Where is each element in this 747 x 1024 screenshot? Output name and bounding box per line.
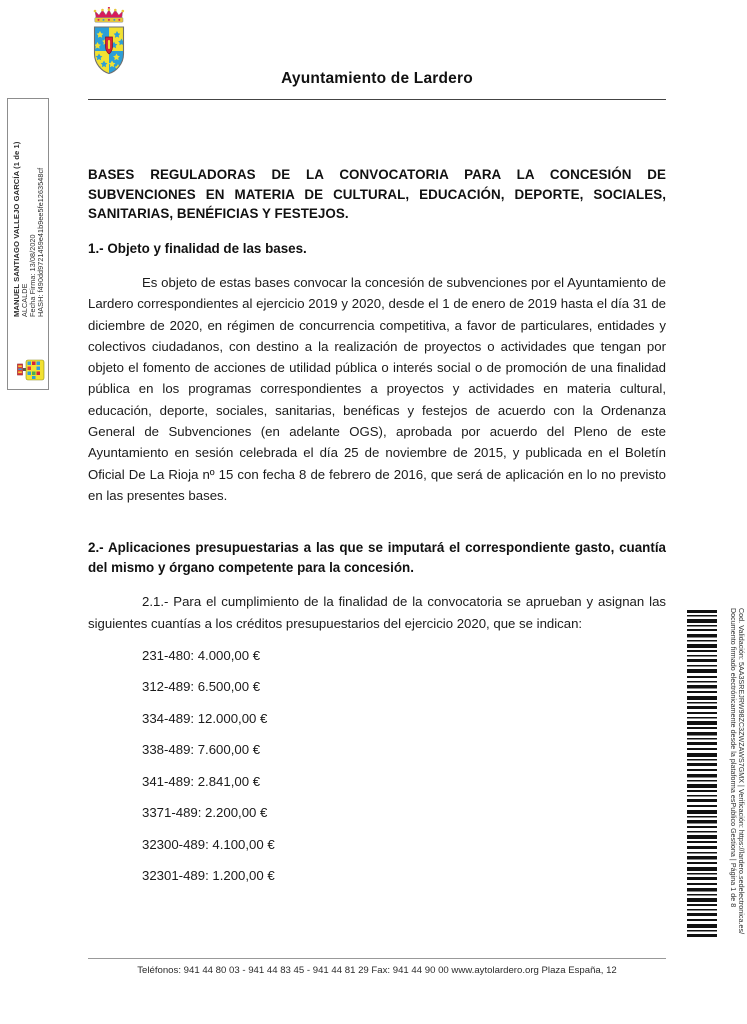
budget-line-item: 231-480: 4.000,00 € [142, 647, 261, 663]
budget-line-item: 32301-489: 1.200,00 € [142, 868, 275, 884]
page-title: Ayuntamiento de Lardero [281, 70, 473, 87]
header-divider [88, 99, 666, 100]
document-main-title: BASES REGULADORAS DE LA CONVOCATORIA PARA LA CONCESIÓN DE SUBVENCIONES EN MATERIA DE CULTURAL, EDUCACIÓN, DEPORTE, SOCIALES, SANITARIAS, BENÉFICIAS Y FESTEJOS. [88, 167, 666, 221]
document-body [88, 165, 666, 900]
signature-signer-role: ALCALDE [19, 283, 29, 317]
verification-platform-line: Documento firmado electrónicamente desde la plataforma esPublico Gestiona | Página 1 de 8 [728, 608, 737, 908]
signature-date: Fecha Firma: 13/08/2020 [28, 234, 37, 317]
budget-line-item: 341-489: 2.841,00 € [142, 773, 261, 789]
section-1-paragraph: Es objeto de estas bases convocar la concesión de subvenciones por el Ayuntamiento de Lardero correspondientes al ejercicio 2019 y 2020, desde el 1 de enero de 2019 hasta el día 31 de diciembre de 2020, en régimen de concurrencia competitiva, a favor de particulares, entidades y colectivos ciudadanos, con destino a la realización de proyectos o actividades que tengan por objeto el fomento de acciones de utilidad pública o interés social o de promoción de una finalidad pública en los programas correspondientes a proyectos y actividades en materia cultural, educación, deporte, sociales, sanitarias, benéficas y festejos de acuerdo con la Ordenanza General de Subvenciones (en adelante OGS), aprobada por acuerdo del Pleno de este Ayuntamiento en sesión celebrada el día 25 de noviembre de 2015, y publicada en el Boletín Oficial De La Rioja nº 15 con fecha 8 de febrero de 2016, que será de aplicación en lo no previsto en las presentes bases. [88, 275, 666, 503]
signature-stamp-icon [17, 357, 45, 383]
section-2-paragraph: 2.1.- Para el cumplimiento de la finalidad de la convocatoria se aprueban y asignan las siguientes cuantías a los créditos presupuestarios del ejercicio 2020, que se indican: [88, 594, 666, 631]
verification-margin [687, 608, 747, 938]
signature-signer-name: MANUEL SANTIAGO VALLEJO GARCÍA (1 de 1) [11, 141, 21, 317]
budget-line-item: 338-489: 7.600,00 € [142, 742, 261, 758]
signature-margin-rotated-text [8, 99, 50, 391]
signature-hash: HASH: f490dd9721459e41b9ee5fe1263548cf [36, 167, 46, 317]
page-footer [88, 958, 666, 977]
budget-line-item: 312-489: 6.500,00 € [142, 679, 261, 695]
content-spacer [88, 520, 666, 538]
signature-margin-box [7, 98, 49, 390]
lardero-coat-of-arms-icon [89, 7, 129, 75]
budget-line-item: 334-489: 12.000,00 € [142, 710, 268, 726]
section-1-heading: 1.- Objeto y finalidad de las bases. [88, 240, 307, 256]
budget-allocation-list [88, 648, 666, 885]
page-header [0, 0, 747, 105]
footer-contact-info: Teléfonos: 941 44 80 03 - 941 44 83 45 - 941 44 81 29 Fax: 941 44 90 00 www.aytolardero.org Plaza España, 12 [137, 965, 617, 976]
verification-barcode-icon [687, 608, 717, 938]
verification-rotated-text [717, 608, 745, 938]
budget-line-item: 3371-489: 2.200,00 € [142, 805, 268, 821]
budget-line-item: 32300-489: 4.100,00 € [142, 836, 275, 852]
footer-divider [88, 958, 666, 959]
section-2-heading: 2.- Aplicaciones presupuestarias a las que se imputará el correspondiente gasto, cuantía del mismo y órgano competente para la concesión. [88, 540, 666, 575]
verification-code-line: Cod. Validación: 5AA3SREJRW98ZC3ZWZAWS7GMX | Verificación: https://lardero.sedelectronica.es/ [737, 608, 745, 935]
